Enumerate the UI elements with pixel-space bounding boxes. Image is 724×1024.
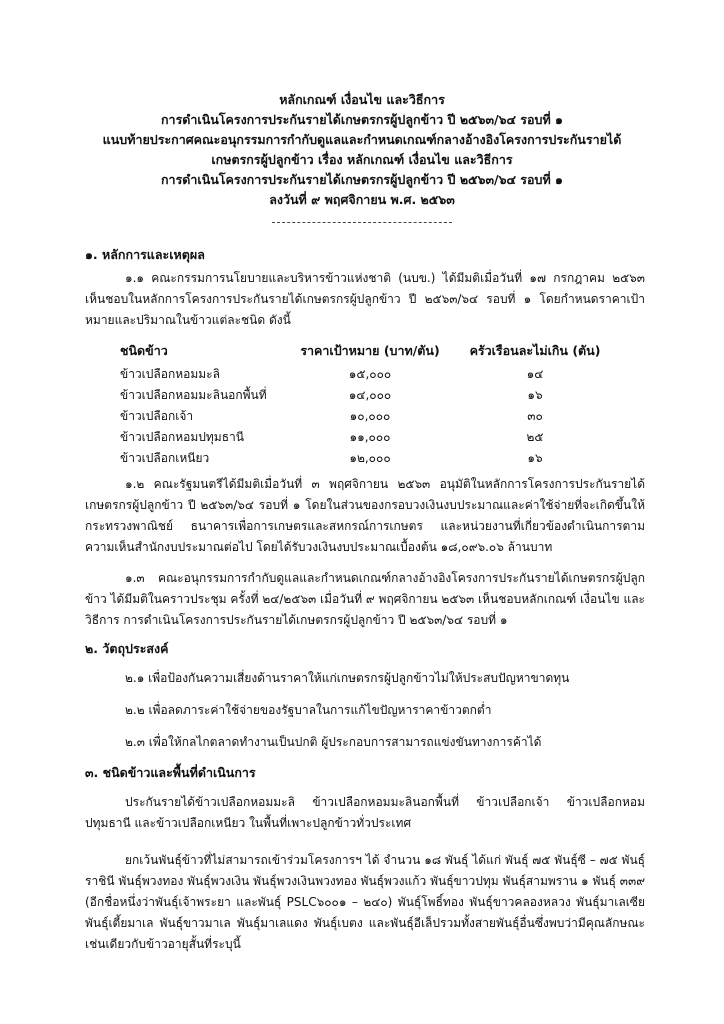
limit-cell: ๑๖ [527, 451, 543, 465]
header-line: การดำเนินโครงการประกันรายได้เกษตรกรผู้ปลูกข้าว ปี ๒๕๖๓/๖๔ รอบที่ ๑ [160, 172, 563, 187]
header-line: แนบท้ายประกาศคณะอนุกรรมการกำกับดูแลและกำหนดเกณฑ์กลางอ้างอิงโครงการประกันรายได้ [102, 132, 622, 147]
objective-item: ๒.๒ เพื่อลดภาระค่าใช้จ่ายของรัฐบาลในการแก้ไขปัญหาราคาข้าวตกต่ำ [125, 703, 492, 717]
price-cell: ๑๒,๐๐๐ [349, 451, 391, 465]
price-cell: ๑๔,๐๐๐ [348, 388, 392, 402]
document-header [0, 90, 724, 210]
price-cell: ๑๕,๐๐๐ [348, 367, 392, 381]
rice-type-cell: ข้าวเปลือกหอมมะลินอกพื้นที่ [120, 388, 267, 402]
table-row [120, 427, 620, 448]
rice-price-table [120, 338, 620, 469]
paragraph-3-2: ยกเว้นพันธุ์ข้าวที่ไม่สามารถเข้าร่วมโครงการฯ ได้ จำนวน ๑๘ พันธุ์ ได้แก่ พันธุ์ ๗๕ พันธุ์ซี – ๗๕ พันธุ์ราชินี พันธุ์พวงทอง พันธุ์พวงเงิน พันธุ์พวงเงินพวงทอง พันธุ์พวงแก้ว พันธุ์ขาวปทุม พันธุ์สามพราน ๑ พันธุ์ ๓๓๙ (อีกชื่อหนึ่งว่าพันธุ์เจ้าพระยา และพันธุ์ PSLC๖๐๐๑ – ๒๔๐) พันธุ์โพธิ์ทอง พันธุ์ขาวคลองหลวง พันธุ์มาเลเซีย พันธุ์เตี้ยมาเล พันธุ์ขาวมาเล พันธุ์มาเลแดง พันธุ์เบตง และพันธุ์อีเล็ปรวมทั้งสายพันธุ์อื่นซึ่งพบว่ามีคุณลักษณะเช่นเดียวกับข้าวอายุสั้นที่ระบุนี้ [85, 853, 645, 951]
col-rice-type: ชนิดข้าว [120, 343, 168, 358]
separator-rule [272, 222, 452, 223]
paragraph-1-3: ๑.๓ คณะอนุกรรมการกำกับดูแลและกำหนดเกณฑ์กลางอ้างอิงโครงการประกันรายได้เกษตรกรผู้ปลูกข้าว ได้มีมติในคราวประชุม ครั้งที่ ๒๔/๒๕๖๓ เมื่อวันที่ ๙ พฤศจิกายน ๒๕๖๓ เห็นชอบหลักเกณฑ์ เงื่อนไข และวิธีการ การดำเนินโครงการประกันรายได้เกษตรกรผู้ปลูกข้าว ปี ๒๕๖๓/๖๔ รอบที่ ๑ [85, 571, 645, 627]
header-title: หลักเกณฑ์ เงื่อนไข และวิธีการ [279, 92, 445, 107]
col-household-limit: ครัวเรือนละไม่เกิน (ตัน) [469, 343, 601, 358]
paragraph-1-1: ๑.๑ คณะกรรมการนโยบายและบริหารข้าวแห่งชาติ (นบข.) ได้มีมติเมื่อวันที่ ๑๗ กรกฎาคม ๒๕๖๓ เห็นชอบในหลักการโครงการประกันรายได้เกษตรกรผู้ปลูกข้าว ปี ๒๕๖๓/๖๔ รอบที่ ๑ โดยกำหนดราคาเป้าหมายและปริมาณในข้าวแต่ละชนิด ดังนี้ [85, 271, 645, 327]
price-cell: ๑๑,๐๐๐ [349, 430, 391, 444]
paragraph-1-2: ๑.๒ คณะรัฐมนตรีได้มีมติเมื่อวันที่ ๓ พฤศจิกายน ๒๕๖๓ อนุมัติในหลักการโครงการประกันรายได้เกษตรกรผู้ปลูกข้าว ปี ๒๕๖๓/๖๔ รอบที่ ๑ โดยในส่วนของกรอบวงเงินงบประมาณและค่าใช้จ่ายที่จะเกิดขึ้นให้กระทรวงพาณิชย์ ธนาคารเพื่อการเกษตรและสหกรณ์การเกษตร และหน่วยงานที่เกี่ยวข้องดำเนินการตามความเห็นสำนักงบประมาณต่อไป โดยได้รับวงเงินงบประมาณเบื้องต้น ๑๘,๐๙๖.๐๖ ล้านบาท [85, 477, 645, 554]
rice-type-cell: ข้าวเปลือกเจ้า [120, 409, 194, 423]
section-3-heading: ๓. ชนิดข้าวและพื้นที่ดำเนินการ [85, 765, 256, 780]
price-cell: ๑๐,๐๐๐ [349, 409, 391, 423]
objective-item: ๒.๓ เพื่อให้กลไกตลาดทำงานเป็นปกติ ผู้ประกอบการสามารถแข่งขันทางการค้าได้ [125, 735, 542, 749]
table-row [120, 385, 620, 406]
header-line: การดำเนินโครงการประกันรายได้เกษตรกรผู้ปลูกข้าว ปี ๒๕๖๓/๖๔ รอบที่ ๑ [160, 112, 563, 127]
limit-cell: ๓๐ [527, 409, 543, 423]
limit-cell: ๑๖ [527, 388, 543, 402]
rice-type-cell: ข้าวเปลือกหอมมะลิ [120, 367, 220, 381]
table-row [120, 448, 620, 469]
table-row [120, 364, 620, 385]
limit-cell: ๒๕ [526, 430, 544, 444]
header-line: เกษตรกรผู้ปลูกข้าว เรื่อง หลักเกณฑ์ เงื่อนไข และวิธีการ [211, 152, 513, 167]
table-header-row [120, 338, 620, 364]
table-row [120, 406, 620, 427]
paragraph-3-1: ประกันรายได้ข้าวเปลือกหอมมะลิ ข้าวเปลือกหอมมะลินอกพื้นที่ ข้าวเปลือกเจ้า ข้าวเปลือกหอมปทุมธานี และข้าวเปลือกเหนียว ในพื้นที่เพาะปลูกข้าวทั่วประเทศ [85, 795, 645, 830]
col-target-price: ราคาเป้าหมาย (บาท/ตัน) [300, 343, 440, 358]
section-2-heading: ๒. วัตถุประสงค์ [85, 641, 169, 656]
section-1-heading: ๑. หลักการและเหตุผล [85, 247, 205, 262]
header-date: ลงวันที่ ๙ พฤศจิกายน พ.ศ. ๒๕๖๓ [269, 192, 455, 207]
rice-type-cell: ข้าวเปลือกหอมปทุมธานี [120, 430, 244, 444]
objective-item: ๒.๑ เพื่อป้องกันความเสี่ยงด้านราคาให้แก่เกษตรกรผู้ปลูกข้าวไม่ให้ประสบปัญหาขาดทุน [125, 671, 570, 685]
rice-type-cell: ข้าวเปลือกเหนียว [120, 451, 210, 465]
limit-cell: ๑๔ [526, 367, 544, 381]
